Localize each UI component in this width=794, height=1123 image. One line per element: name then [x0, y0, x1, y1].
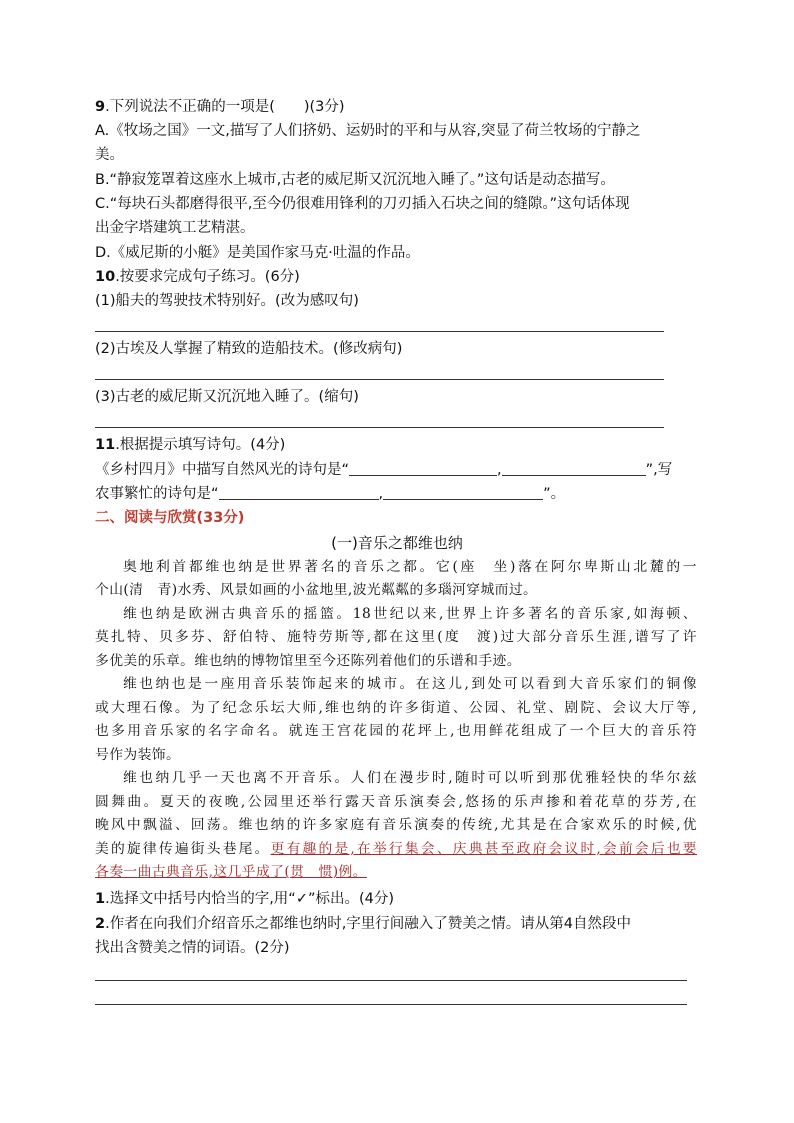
passage-p2-line3: 多优美的乐章。维也纳的博物馆里至今还陈列着他们的乐谱和手迹。	[95, 653, 521, 669]
q10-stem: 10.按要求完成句子练习。(6分)	[95, 269, 300, 285]
q11-blank-2[interactable]	[502, 461, 646, 476]
highlighted-sentence-part2: 各奏一曲古典音乐,这几乎成了(贯 惯)例。	[95, 864, 367, 880]
passage-p1-line1: 奥地利首都维也纳是世界著名的音乐之都。它(座 坐)落在阿尔卑斯山北麓的一	[123, 559, 697, 575]
section-heading-reading: 二、阅读与欣赏(33分)	[95, 510, 245, 526]
q9-option-c-line1: C.“每块石头都磨得很平,至今仍很难用锋利的刀刃插入石块之间的缝隙。”这句话体现	[95, 196, 630, 212]
q11-line2: 农事繁忙的诗句是“ , ”。	[95, 486, 566, 502]
q9-stem: 9.下列说法不正确的一项是( )(3分)	[95, 99, 345, 115]
passage-p3-line3: 也多用音乐家的名字命名。就连王宫花园的花坪上,也用鲜花组成了一个巨大的音乐符	[95, 723, 697, 739]
q9-option-a-line2: 美。	[95, 147, 124, 163]
passage-p3-line2: 或大理石像。为了纪念乐坛大师,维也纳的许多街道、公园、礼堂、剧院、会议大厅等,	[95, 700, 697, 716]
passage-p4-line3: 晚风中飘溢、回荡。维也纳的许多家庭有音乐演奏的传统,尤其是在合家欢乐的时候,优	[95, 817, 697, 833]
q10-answer-line-1[interactable]	[95, 331, 664, 332]
reading-q1: 1.选择文中括号内恰当的字,用“✓”标出。(4分)	[95, 891, 395, 907]
passage-p2-line1: 维也纳是欧洲古典音乐的摇篮。18世纪以来,世界上许多著名的音乐家,如海顿、	[123, 606, 697, 622]
q10-answer-line-2[interactable]	[95, 379, 664, 380]
q11-stem: 11.根据提示填写诗句。(4分)	[95, 437, 286, 453]
passage-p4-line5	[95, 861, 697, 885]
passage-p3-line1: 维也纳也是一座用音乐装饰起来的城市。在这儿,到处可以看到大音乐家们的铜像	[123, 676, 697, 692]
checkmark-icon: ✓	[295, 891, 308, 907]
highlighted-sentence-part1: 更有趣的是,在举行集会、庆典甚至政府会议时,会前会后也要	[270, 841, 697, 857]
q9-option-d: D.《威尼斯的小艇》是美国作家马克·吐温的作品。	[95, 245, 420, 261]
q10-sub1: (1)船夫的驾驶技术特别好。(改为感叹句)	[95, 293, 359, 309]
reading-q2-line1: 2.作者在向我们介绍音乐之都维也纳时,字里行间融入了赞美之情。请从第4自然段中	[95, 916, 632, 932]
passage-p4-line4: 美的旋律传遍街头巷尾。更有趣的是,在举行集会、庆典甚至政府会议时,会前会后也要	[95, 841, 697, 857]
q10-answer-line-3[interactable]	[95, 427, 664, 428]
reading-q2-answer-line-1[interactable]	[95, 980, 687, 981]
passage-p3-line4: 号作为装饰。	[95, 747, 181, 763]
q11-blank-1[interactable]	[349, 461, 497, 476]
q11-line1: 《乡村四月》中描写自然风光的诗句是“ , ”,写	[95, 462, 673, 478]
q11-blank-3[interactable]	[219, 485, 379, 500]
reading-q2-answer-line-2[interactable]	[95, 1004, 687, 1005]
passage-p4-line1: 维也纳几乎一天也离不开音乐。人们在漫步时,随时可以听到那优雅轻快的华尔兹	[123, 770, 697, 786]
q9-option-b: B.“静寂笼罩着这座水上城市,古老的威尼斯又沉沉地入睡了。”这句话是动态描写。	[95, 172, 615, 188]
passage-p4-line2: 圆舞曲。夏天的夜晚,公园里还举行露天音乐演奏会,悠扬的乐声掺和着花草的芬芳,在	[95, 794, 697, 810]
q10-sub2: (2)古埃及人掌握了精致的造船技术。(修改病句)	[95, 341, 403, 357]
reading-q2-line2: 找出含赞美之情的词语。(2分)	[95, 940, 290, 956]
q9-option-c-line2: 出金字塔建筑工艺精湛。	[95, 220, 255, 236]
passage-p2-line2: 莫扎特、贝多芬、舒伯特、施特劳斯等,都在这里(度 渡)过大部分音乐生涯,谱写了许	[95, 629, 697, 645]
passage-title: (一)音乐之都维也纳	[331, 534, 463, 552]
passage-p1-line2: 个山(清 青)水秀、风景如画的小盆地里,波光粼粼的多瑙河穿城而过。	[95, 582, 538, 598]
q10-sub3: (3)古老的威尼斯又沉沉地入睡了。(缩句)	[95, 389, 359, 405]
q11-blank-4[interactable]	[383, 485, 543, 500]
q9-option-a-line1: A.《牧场之国》一文,描写了人们挤奶、运奶时的平和与从容,突显了荷兰牧场的宁静之	[95, 123, 641, 139]
